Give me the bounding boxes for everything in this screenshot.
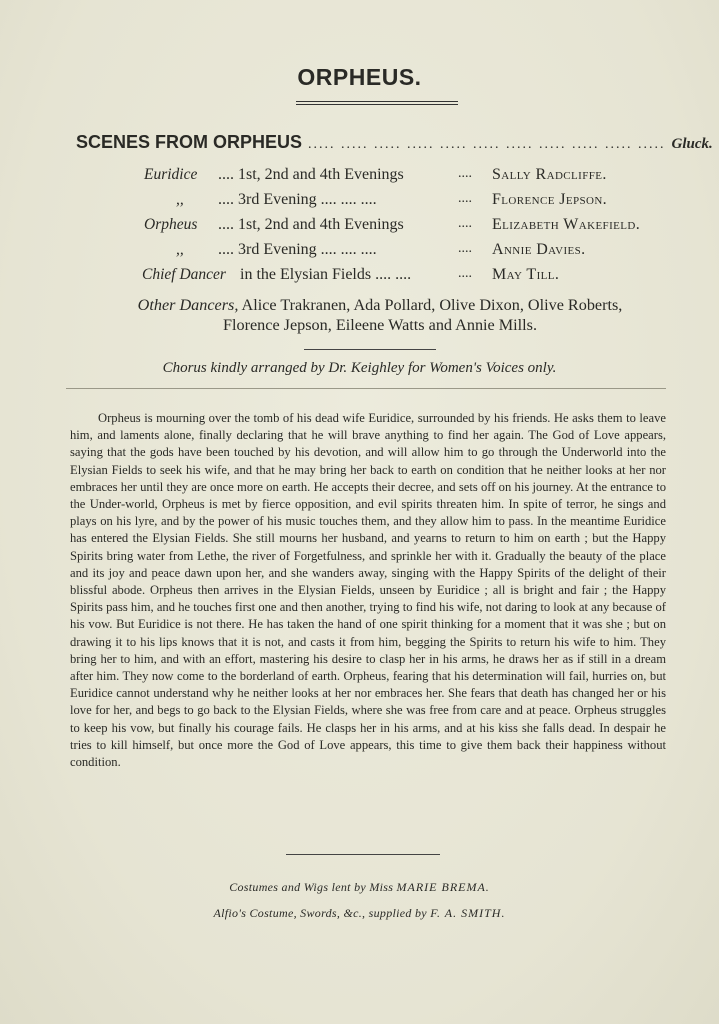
section-divider	[304, 349, 436, 350]
cast-role: ,,	[176, 191, 184, 208]
other-dancers-line2: Florence Jepson, Eileene Watts and Annie Mills.	[223, 316, 537, 334]
cast-leader-dots: ....	[458, 266, 472, 281]
cast-leader-dots: ....	[458, 241, 472, 256]
footer-divider	[286, 854, 440, 855]
cast-description: .... 3rd Evening .... .... ....	[218, 191, 377, 208]
cast-leader-dots: ....	[458, 216, 472, 231]
other-dancers-line1: Alice Trakranen, Ada Pollard, Olive Dixon, Olive Roberts,	[238, 296, 623, 314]
cast-role: ,,	[176, 241, 184, 258]
title-divider	[296, 101, 458, 105]
credit-text: Costumes and Wigs lent by Miss	[229, 880, 397, 894]
cast-leader-dots: ....	[458, 191, 472, 206]
credit-line	[0, 880, 719, 895]
scenes-title: SCENES FROM ORPHEUS	[76, 132, 303, 152]
cast-actor: Annie Davies.	[492, 241, 586, 258]
synopsis-paragraph: Orpheus is mourning over the tomb of his dead wife Euridice, surrounded by his friends. He asks them to leave him, and laments alone, finally declaring that he will brave anything to find her again. The God of Love appears, saying that the gods have been touched by his devotion, and will allow him to go through the Underworld into the Elysian Fields to seek his wife, and that he may bring her back to earth on condition that he neither looks at her nor embraces her until they are once more on earth. He accepts their decree, and sets off on his journey. At the entrance to the Under-world, Orpheus is met by fierce opposition, and evil spirits threaten him. In spite of terror, he sings and plays on his lyre, and by the power of his music touches them, and they allow him to pass. In the meantime Euridice has entered the Elysian Fields. She still mourns her husband, and yearns to return to him on earth ; but the Happy Spirits bring water from Lethe, the river of Forgetfulness, and sprinkle her with it. Gradually the beauty of the place and its joy and peace dawn upon her, and she wanders away, singing with the Happy Spirits of the delight of their blissful abode. Orpheus then arrives in the Elysian Fields, unseen by Euridice ; all is bright and fair ; the Happy Spirits pass him, and he touches first one and then another, trying to find his wife, not daring to look at any because of his vow. But Euridice is not there. He has taken the hand of one spirit thinking for a moment that it was she ; but on drawing it to his lips knows that it is not, and casts it from him, begging the Spirits to return his wife to him. They bring her to him, and with an effort, mastering his desire to clasp her in his arms, he draws her as if still in a dream after him. They now come to the borderland of earth. Orpheus, fearing that his determination will fail, hurries on, but Euridice cannot understand why he neither looks at her nor embraces her. She fears that death has changed her or his love for her, and begs to go back to the Elysian Fields, where she was free from care and at peace. Orpheus struggles to keep his vow, but finally his courage fails. He clasps her in his arms, and at his kiss she falls dead. In despair he tries to kill himself, but once more the God of Love appears, this time to give them back their happiness without condition.	[70, 411, 666, 770]
cast-actor: Sally Radcliffe.	[492, 166, 607, 183]
scenes-composer: Gluck.	[671, 136, 713, 152]
cast-role: Chief Dancer	[142, 266, 226, 283]
cast-actor: Elizabeth Wakefield.	[492, 216, 641, 233]
page-title: ORPHEUS.	[297, 64, 422, 90]
cast-description: .... 1st, 2nd and 4th Evenings	[218, 216, 404, 233]
cast-actor: Florence Jepson.	[492, 191, 608, 208]
cast-role: Euridice	[144, 166, 198, 183]
cast-description: in the Elysian Fields .... ....	[240, 266, 412, 283]
credit-name: F. A. SMITH.	[430, 906, 506, 920]
cast-leader-dots: ....	[458, 166, 472, 181]
scenes-leader-dots: ..... ..... ..... ..... ..... ..... ..... ..... ..... ..... .....	[308, 137, 666, 152]
credit-line	[0, 906, 719, 921]
chorus-underline	[66, 388, 666, 389]
credit-text: Alfio's Costume, Swords, &c., supplied by	[213, 906, 431, 920]
scenes-heading-row	[76, 132, 713, 156]
cast-description: .... 1st, 2nd and 4th Evenings	[218, 166, 404, 183]
credit-name: MARIE BREMA.	[396, 880, 490, 894]
cast-actor: May Till.	[492, 266, 560, 283]
cast-description: .... 3rd Evening .... .... ....	[218, 241, 377, 258]
chorus-note: Chorus kindly arranged by Dr. Keighley for Women's Voices only.	[162, 360, 557, 376]
cast-role: Orpheus	[144, 216, 198, 233]
other-dancers-label: Other Dancers,	[137, 296, 239, 314]
other-dancers	[60, 295, 700, 335]
